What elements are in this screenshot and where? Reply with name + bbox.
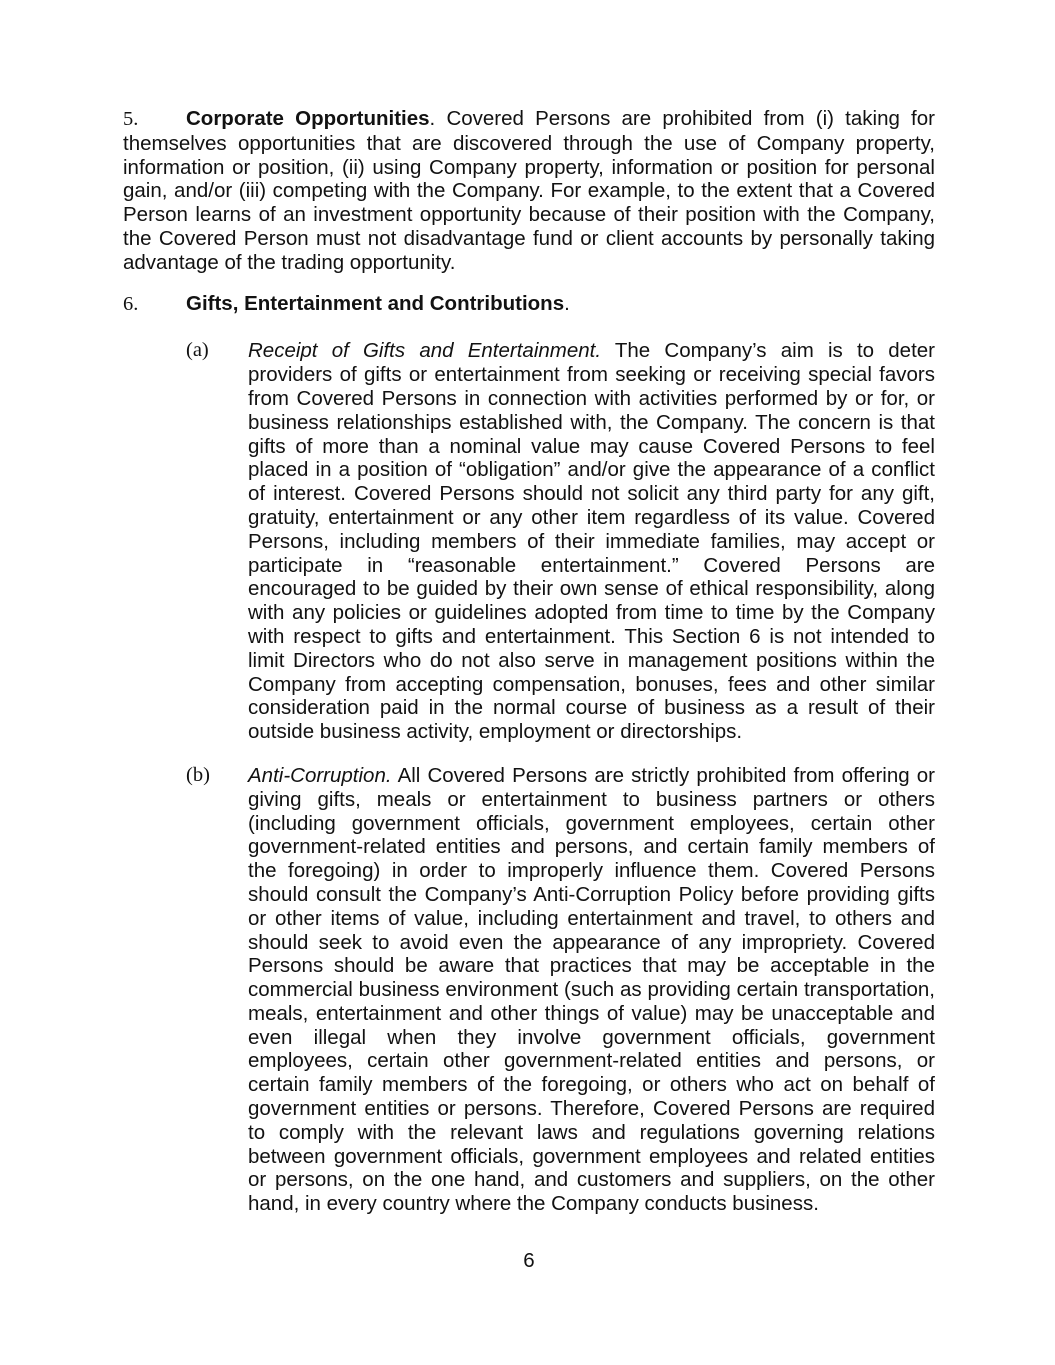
page-number: 6	[523, 1249, 535, 1273]
subsection-b-lead: Anti-Corruption.	[248, 763, 392, 787]
subsection-a-label: (a)	[186, 339, 209, 362]
section-6-heading-separator: .	[564, 291, 570, 315]
section-5-heading: Corporate Opportunities	[186, 107, 430, 130]
subsection-a	[123, 339, 935, 744]
subsection-b-label: (b)	[186, 763, 210, 786]
section-6-number: 6.	[123, 292, 139, 315]
section-6-heading-row	[123, 292, 935, 317]
section-6-heading: Gifts, Entertainment and Contributions	[186, 291, 565, 315]
section-5-body: Covered Persons are prohibited from (i) taking for themselves opportunities that are discovered through the use of Company property, information or position, (ii) using Company property, information or position for personal gain, and/or (iii) competing with the Company. For example, to the extent that a Covered Person learns of an investment opportunity because of their position with the Company, the Covered Person must not disadvantage fund or client accounts by personally taking advantage of the trading opportunity.	[123, 107, 935, 274]
section-5-heading-separator: .	[429, 107, 436, 130]
subsection-b-body: All Covered Persons are strictly prohibited from offering or giving gifts, meals or entertainment to business partners or others (including government officials, government employees, certain other government-related entities and persons, and certain family members of the foregoing) in order to improperly influence them. Covered Persons should consult the Company’s Anti-Corruption Policy before providing gifts or other items of value, including entertainment and travel, to others and should seek to avoid even the appearance of any impropriety. Covered Persons should be aware that practices that may be acceptable in the commercial business environment (such as providing certain transportation, meals, entertainment and other things of value) may be unacceptable and even illegal when they involve government officials, government employees, certain other government-related entities and persons, or certain family members of the foregoing, or others who act on behalf of government entities or persons. Therefore, Covered Persons are required to comply with the relevant laws and regulations governing relations between government officials, government employees and related entities or persons, on the one hand, and customers and suppliers, on the other hand, in every country where the Company conducts business.	[248, 763, 935, 1216]
subsection-b	[123, 764, 935, 1216]
section-5-paragraph	[123, 107, 935, 275]
subsection-a-lead: Receipt of Gifts and Entertainment.	[248, 339, 602, 363]
section-5-number: 5.	[123, 108, 139, 130]
subsection-a-body: The Company’s aim is to deter providers of gifts or entertainment from seeking or receiving special favors from Covered Persons in connection with activities performed by or for, or business relationships established with, the Company. The concern is that gifts of more than a nominal value may cause Covered Persons to feel placed in a position of “obligation” and/or give the appearance of a conflict of interest. Covered Persons should not solicit any third party for any gift, gratuity, entertainment or any other item regardless of its value. Covered Persons, including members of their immediate families, may accept or participate in “reasonable entertainment.” Covered Persons are encouraged to be guided by their own sense of ethical responsibility, along with any policies or guidelines adopted from time to time by the Company with respect to gifts and entertainment. This Section 6 is not intended to limit Directors who do not also serve in management positions within the Company from accepting compensation, bonuses, fees and other similar consideration paid in the normal course of business as a result of their outside business activity, employment or directorships.	[248, 339, 935, 744]
